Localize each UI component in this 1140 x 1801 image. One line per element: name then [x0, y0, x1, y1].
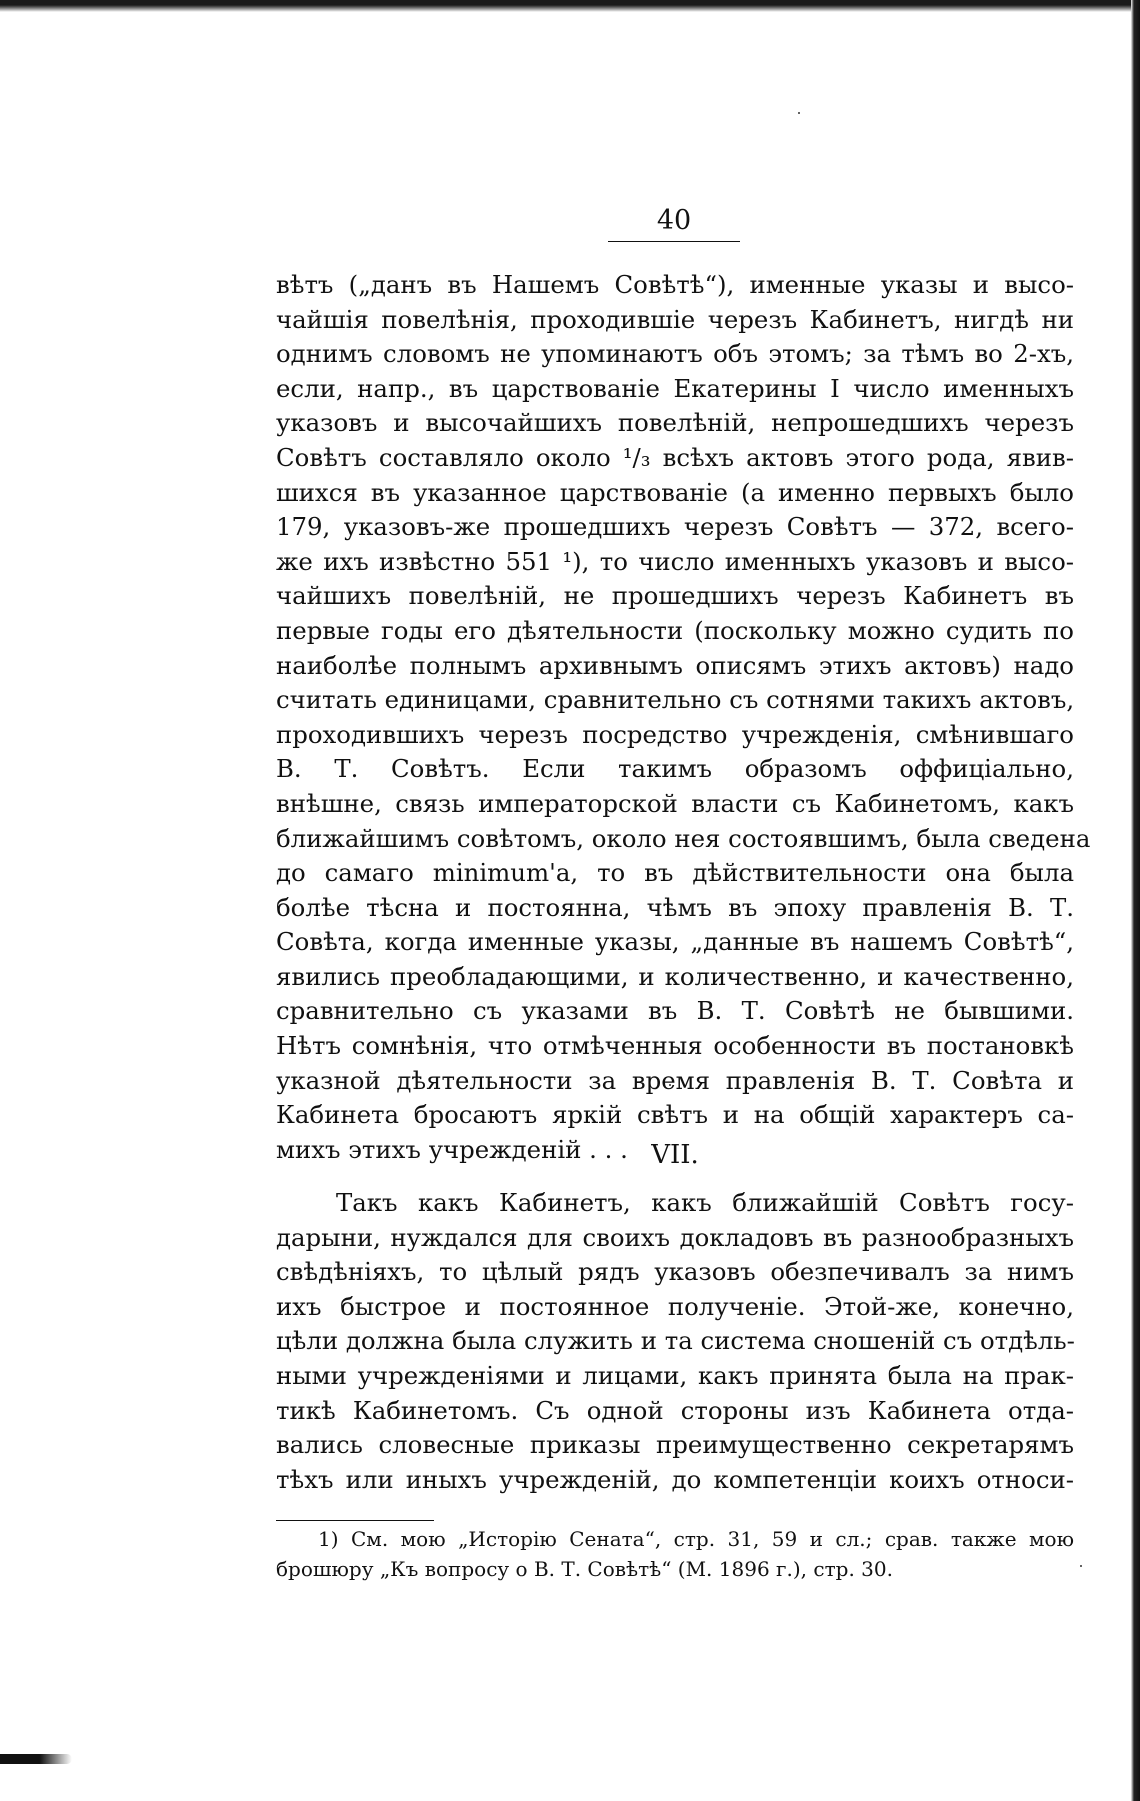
text-line: болѣе тѣсна и постоянна, чѣмъ въ эпоху правленія В. Т. [276, 892, 1074, 922]
text-line: если, напр., въ царствованіе Екатерины I число именныхъ [276, 373, 1074, 403]
section-heading: VII. [651, 1140, 699, 1170]
text-line: считать единицами, сравнительно съ сотнями такихъ актовъ, [276, 685, 1075, 715]
footnotes [276, 1524, 1074, 1584]
scan-top-edge [0, 0, 1140, 12]
text-line: михъ этихъ учрежденій . . . [276, 1134, 628, 1164]
text-line: Кабинета бросаютъ яркій свѣтъ и на общій характеръ са- [276, 1100, 1074, 1130]
page-number-underline [608, 241, 740, 242]
scan-speck [798, 112, 800, 114]
section-paragraph [276, 1186, 1074, 1497]
text-line: Такъ какъ Кабинетъ, какъ ближайшій Совѣтъ госу- [336, 1188, 1074, 1217]
text-line: дарыни, нуждался для своихъ докладовъ въ разнообразныхъ [276, 1222, 1074, 1252]
scan-speck [1080, 1565, 1082, 1567]
text-line: чайшія повелѣнія, проходившіе черезъ Кабинетъ, нигдѣ ни [276, 304, 1074, 334]
text-line: вѣтъ („данъ въ Нашемъ Совѣтѣ“), именные указы и высо- [276, 270, 1074, 299]
text-line: Нѣтъ сомнѣнія, что отмѣченныя особенности въ постановкѣ [276, 1031, 1074, 1061]
scan-right-edge [1131, 0, 1140, 1801]
footnote-line: 1) См. мою „Исторію Сената“, стр. 31, 59 и сл.; срав. также мою [318, 1527, 1074, 1551]
paragraph-continuation [276, 268, 1091, 1167]
text-line: тикѣ Кабинетомъ. Съ одной стороны изъ Кабинета отда- [276, 1395, 1074, 1425]
page-number: 40 [656, 205, 692, 236]
text-line: внѣшне, связь императорской власти съ Кабинетомъ, какъ [276, 788, 1074, 818]
text-line: ными учрежденіями и лицами, какъ принята была на прак- [276, 1360, 1074, 1390]
text-line: Совѣта, когда именные указы, „данные въ нашемъ Совѣтѣ“, [276, 927, 1074, 957]
text-line: явились преобладающими, и количественно, и качественно, [276, 961, 1074, 991]
text-line: ихъ быстрое и постоянное полученіе. Этой-же, конечно, [276, 1291, 1074, 1321]
text-line: указовъ и высочайшихъ повелѣній, непрошедшихъ черезъ [276, 408, 1074, 438]
text-line: до самаго minimum'а, то въ дѣйствительности она была [276, 858, 1074, 888]
text-line: сравнительно съ указами въ В. Т. Совѣтѣ не бывшими. [276, 996, 1074, 1026]
text-line: указной дѣятельности за время правленія В. Т. Совѣта и [276, 1065, 1074, 1095]
text-line: вались словесные приказы преимущественно секретарямъ [276, 1430, 1074, 1460]
text-line: однимъ словомъ не упоминаютъ объ этомъ; за тѣмъ во 2-хъ, [276, 339, 1074, 369]
scan-corner-mark [0, 1754, 72, 1764]
text-line: свѣдѣніяхъ, то цѣлый рядъ указовъ обезпечивалъ за нимъ [276, 1257, 1074, 1287]
text-line: цѣли должна была служить и та система сношеній съ отдѣль- [276, 1326, 1075, 1356]
text-line: ближайшимъ совѣтомъ, около нея состоявшимъ, была сведена [276, 823, 1091, 853]
text-line: первые годы его дѣятельности (поскольку можно судить по [276, 615, 1074, 645]
footnote-separator [276, 1520, 434, 1521]
text-line: 179, указовъ-же прошедшихъ черезъ Совѣтъ — 372, всего- [276, 512, 1074, 542]
text-line: же ихъ извѣстно 551 ¹), то число именныхъ указовъ и высо- [276, 546, 1074, 576]
text-line: чайшихъ повелѣній, не прошедшихъ черезъ Кабинетъ въ [276, 581, 1074, 611]
text-line: проходившихъ черезъ посредство учрежденія, смѣнившаго [276, 719, 1074, 749]
text-line: тѣхъ или иныхъ учрежденій, до компетенціи коихъ относи- [276, 1464, 1074, 1494]
footnote-line: брошюру „Къ вопросу о В. Т. Совѣтѣ“ (М. 1896 г.), стр. 30. [276, 1557, 893, 1581]
text-line: шихся въ указанное царствованіе (а именно первыхъ было [276, 477, 1074, 507]
text-line: Совѣтъ составляло около ¹/₃ всѣхъ актовъ этого рода, явив- [276, 442, 1074, 472]
text-line: В. Т. Совѣтъ. Если такимъ образомъ оффиціально, [276, 754, 1074, 784]
text-line: наиболѣе полнымъ архивнымъ описямъ этихъ актовъ) надо [276, 650, 1074, 680]
